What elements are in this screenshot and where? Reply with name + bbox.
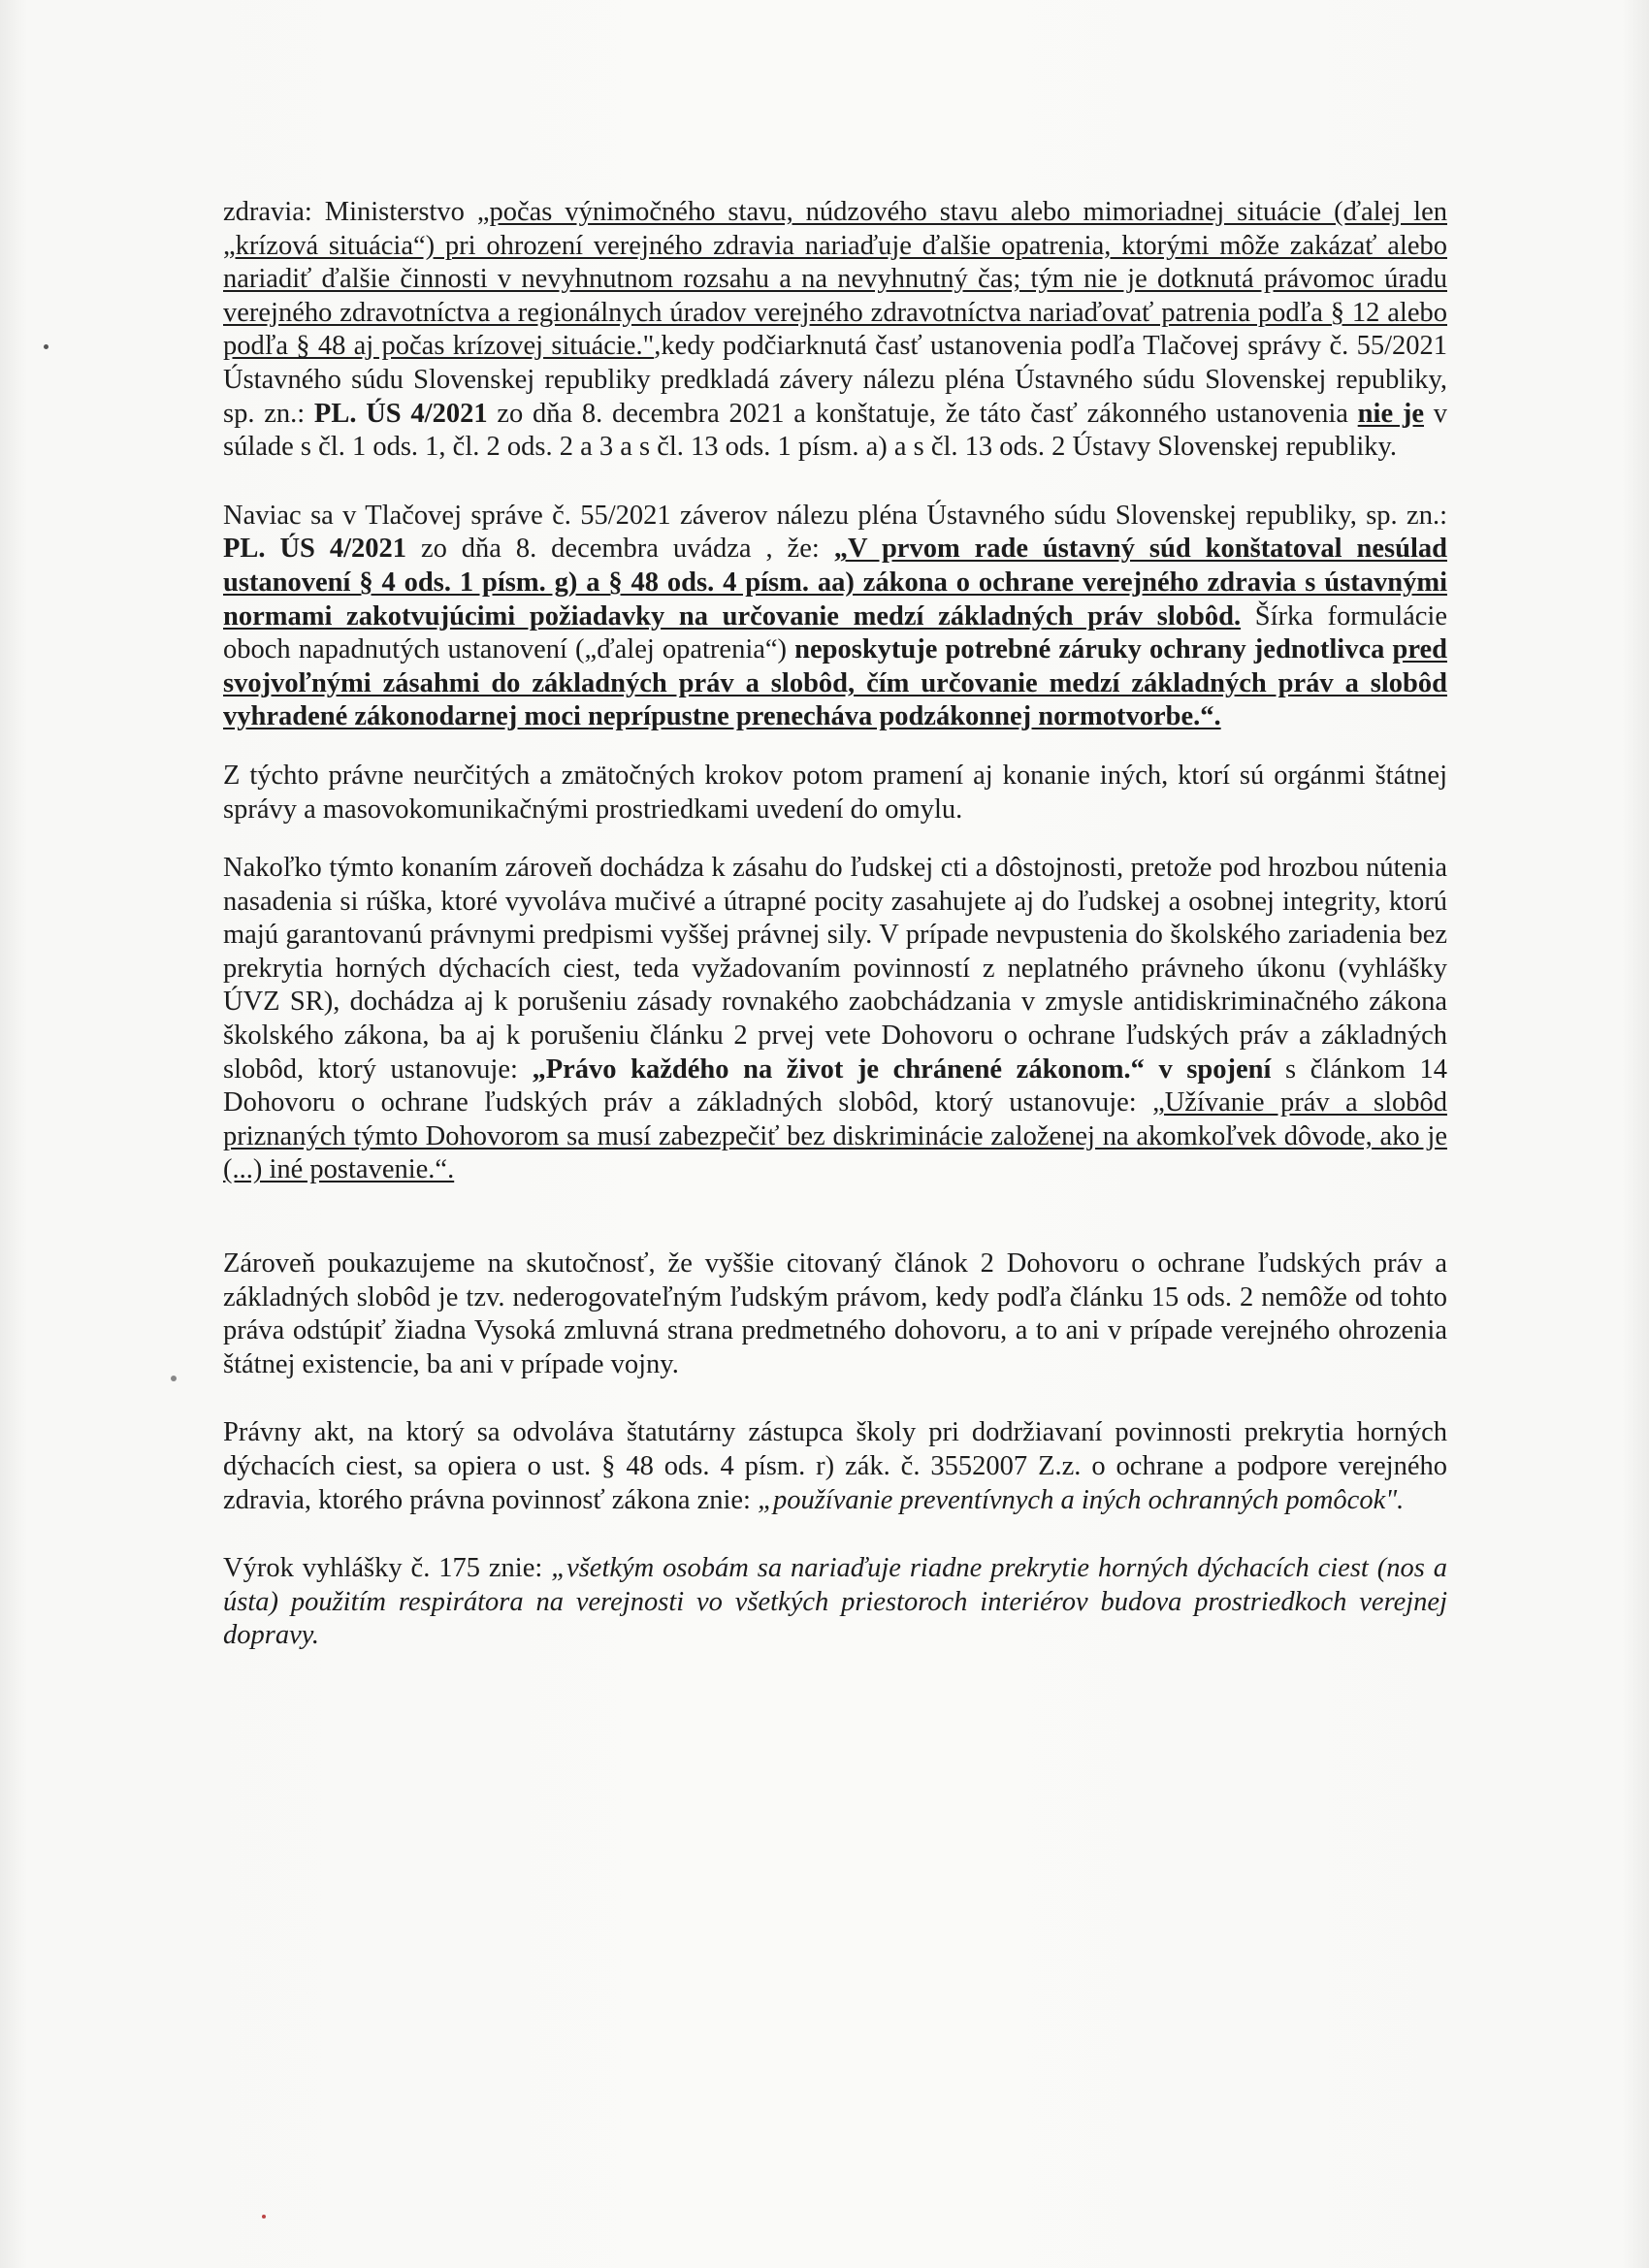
text-span: s článkom 14 Dohovoru o ochrane ľudských práv a základných slobôd, ktorý ustanovuje: <box>223 1053 1447 1118</box>
case-number: PL. ÚS 4/2021 <box>313 398 488 429</box>
text-span: Naviac sa v Tlačovej správe č. 55/2021 záverov nálezu pléna Ústavného súdu Slovenskej republiky, sp. zn.: <box>223 500 1447 531</box>
text-span: v súlade s čl. 1 ods. 1, čl. 2 ods. 2 a 3 a s čl. 13 ods. 1 písm. a) a s čl. 13 ods. 2 Ústavy Slovenskej republiky. <box>223 398 1448 463</box>
decree-quote-italic: „všetkým osobám sa nariaďuje riadne prekrytie horných dýchacích ciest (nos a ústa) použitím respirátora na verejnosti vo všetkých priestoroch interiérov budova prostriedkoch verejnej dopravy. <box>223 1553 1447 1651</box>
document-body <box>223 196 1447 1653</box>
text-span: zo dňa 8. decembra 2021 a konštatuje, že táto časť zákonného ustanovenia <box>487 398 1358 429</box>
text-span: Zároveň poukazujeme na skutočnosť, že vyššie citovaný článok 2 Dohovoru o ochrane ľudských práv a základných slobôd je tzv. nederogovateľným ľudským právom, kedy podľa článku 15 ods. 2 nemôže od tohto práva odstúpiť žiadna Vysoká zmluvná strana predmetného dohovoru, a to ani v prípade verejného ohrozenia štátnej existencie, ba ani v prípade vojny. <box>223 1248 1447 1379</box>
quoted-law-text: „počas výnimočného stavu, núdzového stavu alebo mimoriadnej situácie (ďalej len „krízová situácia“) pri ohrození verejného zdravia nariaďuje ďalšie opatrenia, ktorými môže zakázať alebo nariadiť ďalšie činnosti v nevyhnutnom rozsahu a na nevyhnutný čas; tým nie je dotknutá právomoc úradu verejného zdravotníctva a regionálnych úradov verejného zdravotníctva nariaďovať patrenia podľa § 12 alebo podľa § 48 aj počas krízovej situácie." <box>223 197 1447 362</box>
text-span: ,kedy podčiarknutá časť ustanovenia podľa Tlačovej správy č. 55/2021 Ústavného súdu Slovenskej republiky predkladá závery nálezu pléna Ústavného súdu Slovenskej republiky, sp. zn.: <box>223 331 1447 429</box>
convention-article-14-quote: „Užívanie práv a slobôd priznaných týmto Dohovorom sa musí zabezpečiť bez diskriminácie založenej na akomkoľvek dôvode, ako je (...) iné postavenie.“. <box>223 1087 1447 1185</box>
paragraph-7 <box>223 1552 1447 1653</box>
text-span: zo dňa 8. decembra uvádza , že: <box>406 534 834 565</box>
scan-speck <box>171 1376 177 1381</box>
paragraph-5 <box>223 1247 1447 1381</box>
scan-speck <box>44 344 48 349</box>
paragraph-2 <box>223 500 1447 734</box>
text-span: Nakoľko týmto konaním zároveň dochádza k zásahu do ľudskej cti a dôstojnosti, pretože pod hrozbou nútenia nasadenia si rúška, ktoré vyvoláva mučivé a útrapné pocity zasahujete aj do ľudskej a osobnej integrity, ktorú majú garantovanú právnymi predpismi vyššej právnej sily. V prípade nevpustenia do školského zariadenia bez prekrytia horných dýchacích ciest, teda vyžadovaním povinností z neplatného právneho úkonu (vyhlášky ÚVZ SR), dochádza aj k porušeniu zásady rovnakého zaobchádzania v zmysle antidiskriminačného zákona školského zákona, ba aj k porušeniu článku 2 prvej vete Dohovoru o ochrane ľudských práv a základných slobôd, ktorý ustanovuje: <box>223 853 1447 1085</box>
text-span: Právny akt, na ktorý sa odvoláva štatutárny zástupca školy pri dodržiavaní povinnosti prekrytia horných dýchacích ciest, sa opiera o ust. § 48 ods. 4 písm. r) zák. č. 3552007 Z.z. o ochrane a podpore verejného zdravia, ktorého právna povinnosť zákona znie: <box>223 1417 1447 1515</box>
scan-speck <box>262 2215 266 2219</box>
court-quote-bold: neposkytuje potrebné záruky ochrany jednotlivca <box>794 634 1393 665</box>
court-quote: „V prvom rade ústavný súd konštatoval nesúlad ustanovení § 4 ods. 1 písm. g) a § 48 ods. 4 písm. aa) zákona o ochrane verejného zdravia s ústavnými normami zakotvujúcimi požiadavky na určovanie medzí základných práv slobôd. <box>223 534 1447 632</box>
convention-quote: „Právo každého na život je chránené zákonom.“ v spojení <box>532 1053 1272 1085</box>
law-quote-italic: „používanie preventívnych a iných ochranných pomôcok". <box>758 1484 1405 1515</box>
paragraph-3 <box>223 760 1447 826</box>
text-span: Z týchto právne neurčitých a zmätočných krokov potom pramení aj konanie iných, ktorí sú orgánmi štátnej správy a masovokomunikačnými prostriedkami uvedení do omylu. <box>223 760 1447 825</box>
text-span: Výrok vyhlášky č. 175 znie: <box>223 1553 552 1584</box>
case-number: PL. ÚS 4/2021 <box>223 534 407 565</box>
paragraph-6 <box>223 1416 1447 1517</box>
emphasis-not: nie je <box>1357 398 1424 429</box>
paragraph-4 <box>223 852 1447 1187</box>
paragraph-1 <box>223 196 1447 465</box>
text-span: Šírka formulácie oboch napadnutých ustanovení („ďalej opatrenia“) <box>223 600 1447 665</box>
text-span: zdravia: Ministerstvo <box>223 197 477 227</box>
court-quote-underlined: pred svojvoľnými zásahmi do základných práv a slobôd, čím určovanie medzí základných práv a slobôd vyhradené zákonodarnej moci neprípustne prenecháva podzákonnej normotvorbe.“. <box>223 634 1447 732</box>
